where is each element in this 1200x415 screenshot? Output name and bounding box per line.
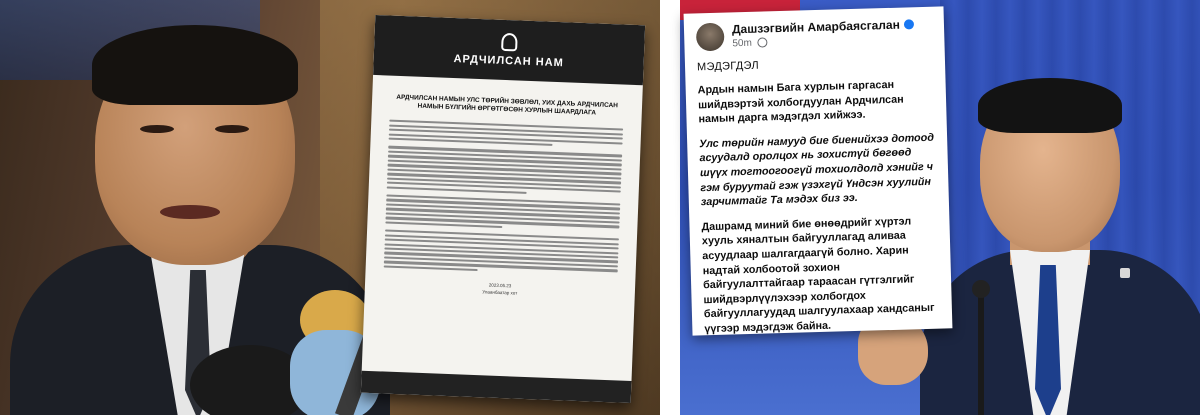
torch-icon	[501, 33, 518, 52]
post-label: МЭДЭГДЭЛ	[696, 59, 760, 74]
post-paragraph: Улс төрийн намууд бие биенийхээ дотоод асуудалд оролцох нь зохистүй бөгөөд шүүх тогтоогоогүй тохиолдолд хэнийг ч гэм буруутай гэж үзэхгүй Үндсэн хуулийн зарчимтайг Та мэдэх биз ээ.	[699, 131, 935, 209]
party-document	[361, 15, 645, 403]
verified-badge-icon	[904, 19, 914, 29]
hair	[92, 25, 298, 105]
lapel-pin	[1120, 268, 1130, 278]
photo-divider	[660, 0, 680, 415]
document-body-paragraph	[367, 194, 638, 233]
hair	[978, 78, 1122, 133]
document-date: 2023.05.23	[488, 282, 512, 289]
document-city: Улаанбаатар хот	[482, 289, 518, 296]
document-body-paragraph	[366, 229, 637, 277]
globe-icon	[757, 38, 767, 48]
eye	[140, 125, 174, 133]
post-time[interactable]	[732, 33, 914, 49]
mouth	[160, 205, 220, 219]
post-paragraph: Дашрамд миний бие өнөөдрийг хүртэл хууль хяналтын байгууллагад аливаа асуудлаар шалгагдаагүй болно. Харин надтай холбоотой зохион байгуулалттайгаар тараасан гүтгэлгийг шийдвэрлүүлэхээр холбогдох байгууллагуудад шалгуулахаар хандсаныг үүгээр мэдэгдэж байна.	[701, 215, 935, 336]
post-author-name[interactable]: Дашзэгвийн Амарбаясгалан	[731, 17, 901, 37]
document-body-paragraph	[369, 145, 640, 198]
party-name: АРДЧИЛСАН НАМ	[453, 52, 565, 70]
post-paragraph: Ардын намын Бага хурлын гаргасан шийдвэртэй холбогдуулан Ардчилсан намын дарга мэдэгдэл хийжээ.	[697, 78, 904, 126]
avatar[interactable]	[696, 23, 725, 52]
eye	[215, 125, 249, 133]
microphone	[972, 280, 990, 298]
document-signature	[365, 277, 635, 301]
document-header	[373, 15, 645, 85]
social-post	[684, 6, 953, 335]
post-meta	[732, 17, 915, 49]
post-header	[696, 17, 933, 52]
document-title: АРДЧИЛСАН НАМЫН УЛС ТӨРИЙН ЗӨВЛӨЛ, УИХ ДАХЬ АРДЧИЛСАН НАМЫН БҮЛГИЙН ӨРГӨТГӨСӨН ХУРЛЫН ШААРДЛАГА	[396, 93, 619, 117]
post-time-text[interactable]: 50m	[732, 37, 753, 50]
microphone-stand	[978, 290, 984, 415]
